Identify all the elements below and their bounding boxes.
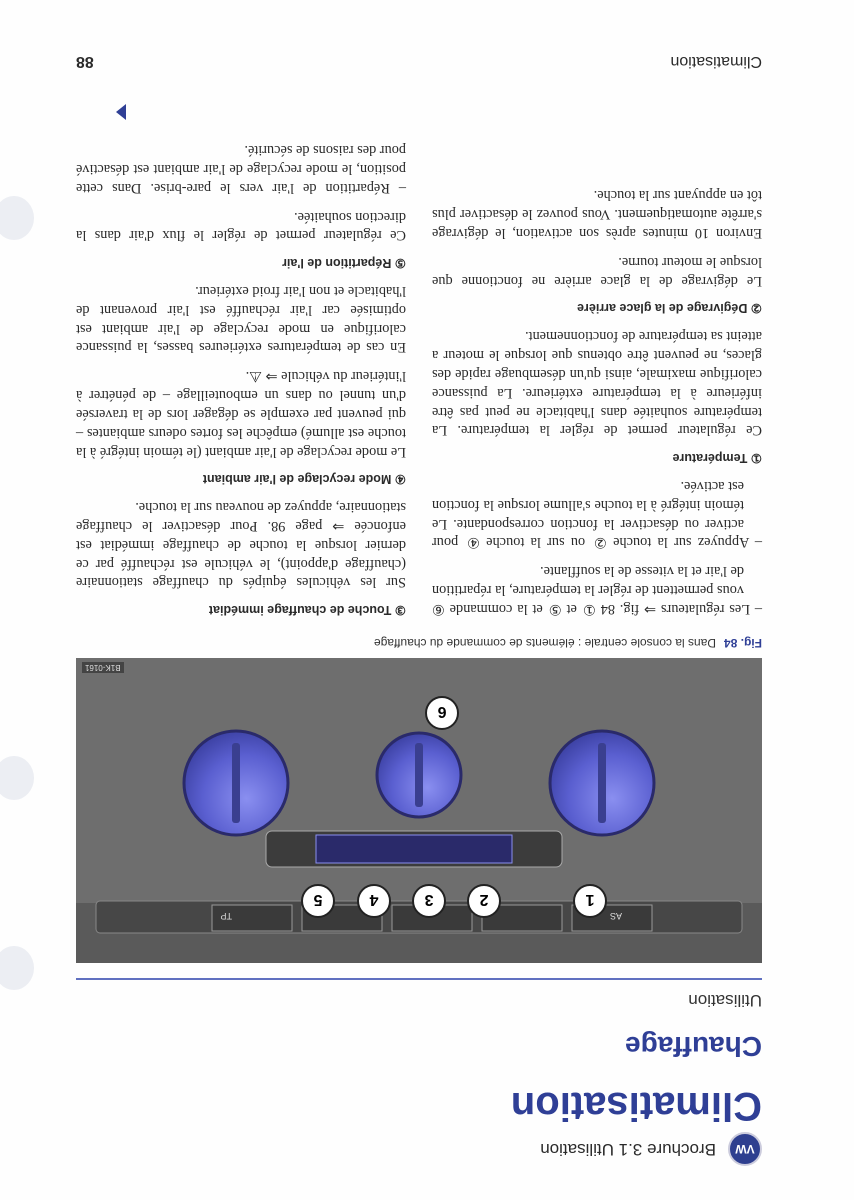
figure-reference: B1K-0161 <box>82 662 124 673</box>
section-title: Chauffage <box>625 1031 762 1062</box>
continue-arrow-icon <box>116 104 126 120</box>
figure-caption-text: Dans la console centrale : éléments de commande du chauffage <box>373 636 716 650</box>
callout-4: 4 <box>369 891 379 908</box>
figure-caption <box>76 636 762 650</box>
footer-section: Climatisation <box>670 53 762 70</box>
paragraph: Environ 10 minutes après son activation, le dégivrage s'arrête automatiquement. Vous pouvez le désactiver plus tôt en appuyant sur la touche. <box>432 187 762 242</box>
control-panel-figure <box>76 658 762 963</box>
knob-fan-speed[interactable] <box>377 733 461 817</box>
thumb-index-tab <box>0 196 34 240</box>
paragraph: – Répartition de l'air vers le pare-brise. Dans cette position, le mode recyclage de l'air ambiant est désactivé pour des raisons de sécurité. <box>76 142 406 196</box>
callout-1: 1 <box>585 891 595 908</box>
subsection-title: Utilisation <box>688 991 762 1010</box>
instruction-step: – Les régulateurs ⇒ fig. 84 ① et ⑤ et la commande ⑥ vous permettent de régler la température, la répartition de l'air et la vitesse de la soufflante. <box>431 563 762 617</box>
button-label-as: AS <box>609 911 622 921</box>
left-column <box>432 176 762 618</box>
knob-air-distribution[interactable] <box>184 731 288 835</box>
paragraph: En cas de températures extérieures basses, la puissance calorifique en mode recyclage de l'air ambiant est optimisée car l'air réchauffé est l'air provenant de l'habitacle et non l'air froid extérieur. <box>76 282 406 356</box>
paragraph: Le dégivrage de la glace arrière ne fonctionne que lorsque le moteur tourne. <box>432 253 762 289</box>
figure-label: Fig. 84 <box>723 636 762 650</box>
control-panel-illustration <box>76 658 762 963</box>
knob-temperature[interactable] <box>550 731 654 835</box>
chapter-title: Climatisation <box>510 1084 762 1128</box>
page-header <box>540 1132 762 1166</box>
header-title: Brochure 3.1 Utilisation <box>540 1140 716 1159</box>
callout-3: 3 <box>424 891 434 908</box>
callout-5: 5 <box>313 891 323 908</box>
page-footer <box>76 52 762 70</box>
callout-2: 2 <box>479 891 489 908</box>
page-number: 88 <box>76 53 94 70</box>
paragraph: Le mode recyclage de l'air ambiant (le témoin intégré à la touche est allumé) empêche les fortes odeurs ambiantes – qui peuvent par exemple se dégager lors de la traversée d'un tunnel ou dans un embouteillage – de pénétrer à l'intérieur du véhicule ⇒ ⚠. <box>76 368 406 460</box>
callout-6: 6 <box>437 703 447 720</box>
divider <box>76 978 762 980</box>
paragraph: Sur les véhicules équipés du chauffage stationnaire (chauffage d'appoint), le véhicule est réchauffé par ce dernier lorsque la touche de chauffage immédiat est enfoncée ⇒ page 98. Pour désactiver le chauffage stationnaire, appuyez de nouveau sur la touche. <box>76 499 406 591</box>
vw-logo-icon: VW <box>728 1132 762 1166</box>
subheading: ⑤ Répartition de l'air <box>282 255 406 270</box>
thumb-index-tab <box>0 946 34 990</box>
paragraph: Ce régulateur permet de régler la température. La température souhaitée dans l'habitacle ne peut pas être inférieure à la température extérieure. La puissance calorifique maximale, ainsi qu'un désembuage rapide des glaces, ne peuvent être obtenus que lorsque le moteur a atteint sa température de fonctionnement. <box>432 328 762 439</box>
subheading: ③ Touche de chauffage immédiat <box>208 603 406 617</box>
thumb-index-tab <box>0 756 34 800</box>
paragraph: Ce régulateur permet de régler le flux d'air dans la direction souhaitée. <box>76 208 406 244</box>
button-label-tp: TP <box>220 911 232 921</box>
subheading: ② Dégivrage de la glace arrière <box>577 301 762 316</box>
instruction-step: – Appuyez sur la touche ② ou sur la touche ④ pour activer ou désactiver la fonction correspondante. Le témoin intégré à la touche s'allume lorsque la fonction est activée. <box>432 477 762 551</box>
subheading: ① Température <box>672 450 762 465</box>
right-column <box>76 130 406 618</box>
subheading: ④ Mode recyclage de l'air ambiant <box>202 472 406 487</box>
